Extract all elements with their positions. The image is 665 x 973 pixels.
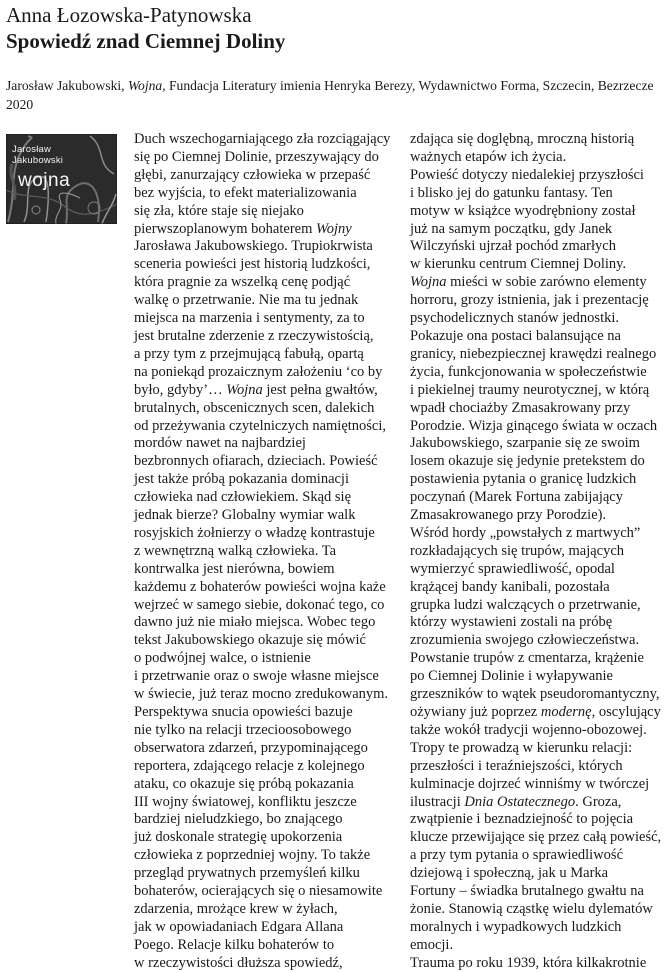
- text-segment: zwątpienie i beznadziejność to pojęcia: [410, 811, 634, 828]
- text-segment: dziejową i społeczną, jak u Marka: [410, 865, 609, 882]
- text-segment: Duch wszechogarniającego zła rozciągający: [134, 131, 391, 147]
- text-segment: Zmasakrowanego przy Porodzie).: [410, 507, 607, 524]
- text-segment: psychodelicznych stanów jednostki.: [410, 310, 619, 327]
- text-segment: Powstanie trupów z cmentarza, krążenie: [410, 650, 644, 667]
- text-line: [410, 794, 662, 812]
- text-line: [134, 632, 392, 650]
- text-line: [134, 614, 392, 632]
- text-line: [134, 507, 392, 525]
- text-segment: wpadł chociażby Zmasakrowany przy: [410, 399, 631, 416]
- text-segment: rozkładających się trupów, mających: [410, 542, 625, 559]
- text-segment: ataku, co okazuje się próbą pokazania: [134, 775, 354, 792]
- text-line: [134, 865, 392, 883]
- cover-author-last-name: Jakubowski: [12, 154, 64, 166]
- text-line: [410, 400, 662, 418]
- text-line: [410, 453, 662, 471]
- text-segment: bezbronnych ofiarach, dzieciach. Powieść: [134, 453, 378, 470]
- text-segment: się po Ciemnej Dolinie, przeszywający do: [134, 148, 379, 165]
- text-segment: . Groza,: [575, 793, 622, 810]
- text-line: [410, 811, 662, 829]
- text-line: [134, 328, 392, 346]
- text-line: [134, 310, 392, 328]
- text-segment: bardziej nieludzkiego, bo znającego: [134, 811, 343, 828]
- text-segment: bohaterów, ocierających się o niesamowite: [134, 883, 383, 900]
- text-line: [134, 221, 392, 239]
- text-segment: pierwszoplanowym bohaterem: [134, 220, 317, 237]
- text-segment: postawienia pytania o granicę ludzkich: [410, 471, 637, 488]
- text-segment: a przy tym z przejmującą fabułą, opartą: [134, 345, 364, 362]
- text-line: [410, 937, 662, 955]
- text-line: [410, 543, 662, 561]
- text-segment: przeszłości i teraźniejszości, których: [410, 757, 623, 774]
- text-segment: kontrwalka jest nierówna, bowiem: [134, 560, 335, 577]
- text-line: [410, 901, 662, 919]
- text-segment: sceneria powieści jest historią ludzkości,: [134, 256, 371, 273]
- text-line: [134, 811, 392, 829]
- text-segment: od przeżywania czytelniczych namiętności,: [134, 417, 387, 434]
- text-segment: jest brutalne zderzenie z rzeczywistością,: [134, 327, 374, 344]
- text-segment: już doskonale strategię upokorzenia: [134, 829, 343, 846]
- text-line: [410, 847, 662, 865]
- text-line: [410, 364, 662, 382]
- text-column-right: [410, 131, 662, 973]
- text-segment: bez wyjścia, to efekt materializowania: [134, 184, 357, 201]
- text-line: [134, 955, 392, 973]
- text-line: [134, 203, 392, 221]
- text-segment: życia, funkcjonowania w społeczeństwie: [410, 363, 647, 380]
- text-segment: o podwójnej walce, o istnienie: [134, 650, 311, 667]
- text-line: [134, 400, 392, 418]
- text-segment: grzeszników to wątek pseudoromantyczny,: [410, 686, 660, 703]
- text-column-left: [134, 131, 392, 973]
- text-segment: którzy wystawieni zostali na próbę: [410, 614, 613, 631]
- text-segment: Pokazuje ona postaci balansujące na: [410, 327, 621, 344]
- text-segment: Poego. Relacje kilku bohaterów to: [134, 936, 335, 953]
- italic-text: Wojny: [316, 220, 352, 237]
- text-segment: emocji.: [410, 936, 454, 953]
- text-segment: Jarosława Jakubowskiego. Trupiokrwista: [134, 238, 373, 255]
- text-segment: głębi, zanurzający człowieka w przepaść: [134, 166, 371, 183]
- text-segment: a przy tym pytania o sprawiedliwość: [410, 847, 624, 864]
- book-citation: [6, 76, 656, 114]
- text-line: [134, 794, 392, 812]
- text-segment: i blisko jej do gatunku fantasy. Ten: [410, 184, 613, 201]
- text-segment: jest także próbą pokazania dominacji: [134, 471, 349, 488]
- text-line: [134, 382, 392, 400]
- italic-text: Wojna: [410, 274, 447, 291]
- text-segment: z wewnętrzną walką człowieka. Ta: [134, 542, 337, 559]
- text-line: [410, 525, 662, 543]
- text-line: [134, 274, 392, 292]
- text-line: [410, 185, 662, 203]
- italic-text: modernę: [540, 704, 592, 720]
- text-line: [134, 453, 392, 471]
- citation-publisher: , Fundacja Literatury imienia Henryka Berezy, Wydawnictwo Forma, Szczecin, Bezrzecze 2020: [6, 78, 654, 112]
- text-segment: wymierzyć sprawiedliwość, opodal: [410, 560, 615, 577]
- text-segment: po Ciemnej Dolinie i wyłapywanie: [410, 668, 613, 685]
- text-line: [410, 865, 662, 883]
- text-line: [134, 650, 392, 668]
- text-line: [134, 435, 392, 453]
- text-line: [410, 507, 662, 525]
- text-segment: przegląd prywatnych przemyśleń kilku: [134, 865, 360, 882]
- text-line: [410, 722, 662, 740]
- text-segment: granicy, niebezpiecznej krawędzi realnego: [410, 345, 657, 362]
- text-line: [134, 847, 392, 865]
- text-segment: już na samym początku, gdy Janek: [410, 220, 613, 237]
- text-segment: człowieka nad człowiekiem. Skąd się: [134, 489, 352, 506]
- text-segment: horroru, grozy istnienia, jak i prezentację: [410, 292, 649, 309]
- text-line: [134, 758, 392, 776]
- text-line: [410, 238, 662, 256]
- text-line: [410, 561, 662, 579]
- text-line: [410, 489, 662, 507]
- text-line: [410, 203, 662, 221]
- text-line: [134, 668, 392, 686]
- text-segment: Tropy te prowadzą w kierunku relacji:: [410, 739, 633, 756]
- text-segment: jednak bierze? Globalny wymiar walk: [134, 507, 356, 524]
- text-segment: klucze przewijające się przez całą powieść,: [410, 829, 662, 846]
- text-segment: miejsca na marzenia i sentymenty, za to: [134, 310, 365, 327]
- text-segment: walkę o przetrwanie. Nie ma tu jednak: [134, 292, 359, 309]
- cover-author-first-name: Jarosław: [12, 144, 52, 155]
- text-line: [410, 435, 662, 453]
- text-segment: tekst Jakubowskiego okazuje się mówić: [134, 632, 366, 649]
- text-segment: kulminacje dojrzeć winniśmy w twórczej: [410, 775, 650, 792]
- text-segment: mieści w sobie zarówno elementy: [446, 274, 647, 291]
- text-segment: losem okazuje się jedynie pretekstem do: [410, 453, 645, 470]
- text-segment: obserwatora zdarzeń, przypominającego: [134, 739, 368, 756]
- text-segment: mordów nawet na najbardziej: [134, 435, 306, 452]
- text-line: [410, 382, 662, 400]
- text-segment: ważnych etapów ich życia.: [410, 148, 567, 165]
- article-title: Spowiedź znad Ciemnej Doliny: [6, 29, 286, 53]
- text-segment: III wojny światowej, konfliktu jeszcze: [134, 793, 357, 810]
- text-line: [134, 238, 392, 256]
- text-segment: zdarzenia, mrożące krew w żyłach,: [134, 900, 338, 917]
- text-segment: ilustracji: [410, 793, 465, 810]
- text-segment: , oscylujący: [591, 704, 661, 720]
- text-line: [134, 686, 392, 704]
- text-line: [410, 471, 662, 489]
- text-line: [134, 579, 392, 597]
- text-segment: Jakubowskiego, szarpanie się ze swoim: [410, 435, 640, 452]
- text-line: [410, 919, 662, 937]
- text-line: [410, 167, 662, 185]
- text-segment: Wśród hordy „powstałych z martwych”: [410, 524, 641, 541]
- text-segment: zrozumienia swojego człowieczeństwa.: [410, 632, 640, 649]
- cover-author: [12, 145, 112, 166]
- text-segment: poczynań (Marek Fortuna zabijający: [410, 489, 623, 506]
- text-segment: się zła, które staje się niejako: [134, 202, 304, 219]
- text-line: [410, 310, 662, 328]
- text-line: [134, 937, 392, 955]
- cover-title: wojna: [18, 170, 71, 191]
- text-segment: jak w opowiadaniach Edgara Allana: [134, 918, 344, 935]
- text-segment: reportera, zdającego relacje z kolejnego: [134, 757, 365, 774]
- text-line: [410, 346, 662, 364]
- text-line: [410, 614, 662, 632]
- text-segment: wejrzeć w samego siebie, dokonać tego, co: [134, 596, 385, 613]
- text-segment: na poniekąd prozaicznym założeniu ‘co by: [134, 363, 383, 380]
- text-line: [410, 686, 662, 704]
- text-line: [410, 632, 662, 650]
- text-segment: i piekielnej traumy neurotycznej, w którą: [410, 381, 650, 398]
- text-line: [134, 256, 392, 274]
- text-line: [134, 292, 392, 310]
- text-line: [410, 328, 662, 346]
- text-line: [134, 131, 392, 149]
- text-line: [410, 131, 662, 149]
- text-line: [410, 776, 662, 794]
- text-segment: Fortuny – świadka brutalnego gwałtu na: [410, 883, 644, 900]
- text-line: [134, 471, 392, 489]
- text-segment: brutalnych, obscenicznych scen, dalekich: [134, 399, 375, 416]
- text-segment: Perspektywa snucia opowieści bazuje: [134, 704, 353, 720]
- citation-author: Jarosław Jakubowski,: [6, 78, 128, 93]
- text-line: [134, 525, 392, 543]
- text-line: [410, 650, 662, 668]
- text-line: [410, 740, 662, 758]
- text-line: [410, 149, 662, 167]
- text-segment: Trauma po roku 1939, która kilkakrotnie: [410, 954, 647, 971]
- text-segment: w rzeczywistości dłuższa spowiedź,: [134, 954, 343, 971]
- text-line: [410, 883, 662, 901]
- text-segment: i przetrwanie oraz o swoje własne miejsce: [134, 668, 379, 685]
- text-line: [134, 418, 392, 436]
- italic-text: Dnia Ostatecznego: [464, 793, 576, 810]
- text-line: [134, 346, 392, 364]
- text-segment: w świecie, już teraz mocno zredukowanym.: [134, 686, 389, 703]
- text-line: [134, 185, 392, 203]
- text-line: [134, 167, 392, 185]
- text-line: [134, 883, 392, 901]
- text-segment: jest pełna gwałtów,: [262, 381, 378, 398]
- text-line: [410, 256, 662, 274]
- text-segment: nie tylko na relacji trzecioosobowego: [134, 721, 352, 738]
- text-line: [410, 274, 662, 292]
- text-segment: było, gdyby’…: [134, 381, 227, 398]
- text-segment: każdemu z bohaterów powieści wojna każe: [134, 578, 386, 595]
- text-line: [410, 292, 662, 310]
- citation-book-title: Wojna: [127, 78, 163, 93]
- text-segment: także wokół tradycji wojenno-obozowej.: [410, 721, 647, 738]
- italic-text: Wojna: [226, 381, 263, 398]
- text-segment: Wilczyński ujrzał pochód zmarłych: [410, 238, 616, 255]
- article-author: Anna Łozowska-Patynowska: [6, 3, 252, 27]
- text-segment: żonie. Stanowią cząstkę wielu dylematów: [410, 900, 653, 917]
- text-line: [134, 901, 392, 919]
- text-segment: człowieka z poprzedniej wojny. To także: [134, 847, 371, 864]
- text-line: [134, 364, 392, 382]
- text-line: [134, 543, 392, 561]
- text-line: [410, 221, 662, 239]
- text-segment: rosyjskich żołnierzy o władzę kontrastuje: [134, 524, 375, 541]
- text-segment: zdająca się doglębną, mroczną historią: [410, 131, 635, 147]
- text-line: [410, 418, 662, 436]
- text-segment: krążącej bandy kanibali, pozostała: [410, 578, 610, 595]
- text-segment: dawno już nie miało miejsca. Wobec tego: [134, 614, 376, 631]
- text-line: [410, 597, 662, 615]
- text-line: [410, 758, 662, 776]
- text-segment: ożywiany już poprzez: [410, 704, 541, 720]
- text-segment: motyw w książce wyodrębniony został: [410, 202, 636, 219]
- text-line: [134, 722, 392, 740]
- text-segment: Porodzie. Wizja ginącego świata w oczach: [410, 417, 658, 434]
- text-segment: moralnych i wypadkowych ludzkich: [410, 918, 622, 935]
- text-line: [134, 597, 392, 615]
- text-line: [134, 919, 392, 937]
- book-cover-image: [6, 134, 117, 224]
- text-segment: która pragnie za wszelką cenę podjąć: [134, 274, 351, 291]
- text-line: [410, 579, 662, 597]
- text-line: [410, 829, 662, 847]
- text-line: [410, 668, 662, 686]
- text-line: [410, 955, 662, 973]
- text-line: [134, 149, 392, 167]
- text-line: [134, 829, 392, 847]
- text-line: [134, 561, 392, 579]
- text-segment: w kierunku centrum Ciemnej Doliny.: [410, 256, 627, 273]
- text-segment: Powieść dotyczy niedalekiej przyszłości: [410, 166, 644, 183]
- text-line: [134, 704, 392, 722]
- text-segment: grupka ludzi walczących o przetrwanie,: [410, 596, 641, 613]
- text-line: [134, 776, 392, 794]
- text-line: [410, 704, 662, 722]
- text-line: [134, 489, 392, 507]
- text-line: [134, 740, 392, 758]
